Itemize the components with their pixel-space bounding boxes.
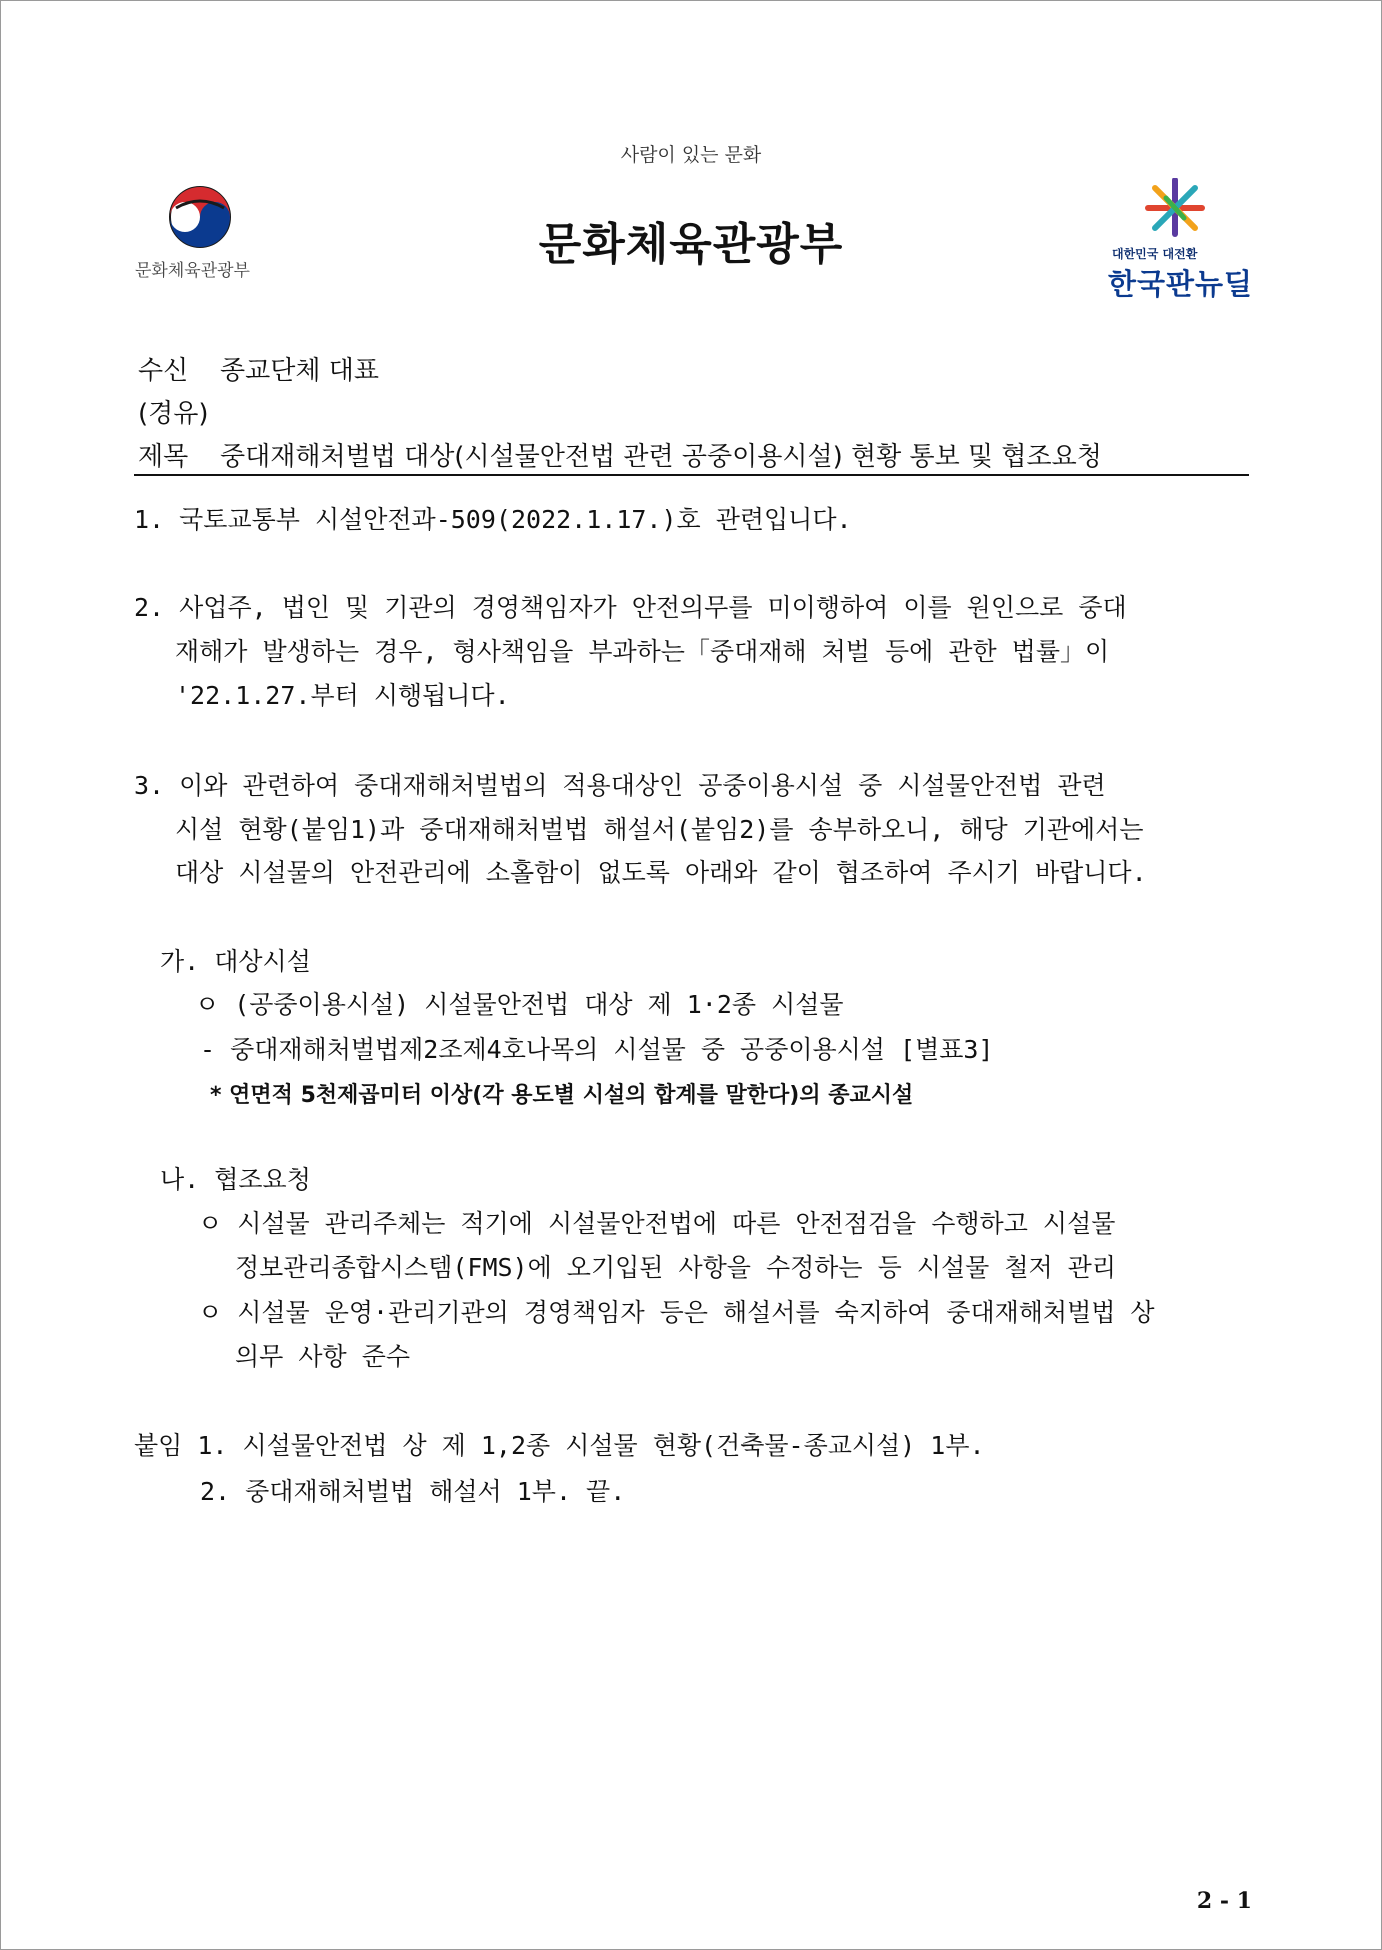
paragraph-3-line-1: 3. 이와 관련하여 중대재해처벌법의 적용대상인 공중이용시설 중 시설물안전법 관련: [134, 771, 1106, 800]
paragraph-3-line-2: 시설 현황(붙임1)과 중대재해처벌법 해설서(붙임2)를 송부하오니, 해당 기관에서는: [175, 815, 1144, 844]
recipient-label: 수신: [138, 356, 189, 386]
subject-label: 제목: [138, 442, 189, 472]
paragraph-3-line-3: 대상 시설물의 안전관리에 소홀함이 없도록 아래와 같이 협조하여 주시기 바랍니다.: [175, 858, 1147, 887]
attachment-line-1: 붙임 1. 시설물안전법 상 제 1,2종 시설물 현황(건축물-종교시설) 1부.: [134, 1431, 985, 1460]
recipient-value: 종교단체 대표: [220, 356, 379, 386]
section-ga-subitem: - 중대재해처벌법제2조제4호나목의 시설물 중 공중이용시설 [별표3]: [200, 1035, 994, 1064]
section-ga-item: ㅇ (공중이용시설) 시설물안전법 대상 제 1·2종 시설물: [195, 990, 844, 1019]
section-ga-note: * 연면적 5천제곱미터 이상(각 용도별 시설의 합계를 말한다)의 종교시설: [210, 1083, 914, 1108]
section-ga-heading: 가. 대상시설: [160, 947, 311, 976]
attachment-line-2: 2. 중대재해처벌법 해설서 1부. 끝.: [200, 1477, 626, 1506]
section-na-item-2-line-2: 의무 사항 준수: [235, 1342, 411, 1371]
page-number: 2 - 1: [1196, 1888, 1252, 1914]
paragraph-2-line-1: 2. 사업주, 법인 및 기관의 경영책임자가 안전의무를 미이행하여 이를 원인으로 중대: [134, 593, 1127, 622]
subject-row: [138, 436, 1102, 473]
paragraph-2-line-2: 재해가 발생하는 경우, 형사책임을 부과하는「중대재해 처벌 등에 관한 법률」이: [175, 637, 1110, 666]
paragraph-1: 1. 국토교통부 시설안전과-509(2022.1.17.)호 관련입니다.: [134, 505, 852, 534]
subject-value: 중대재해처벌법 대상(시설물안전법 관련 공중이용시설) 현황 통보 및 협조요청: [220, 442, 1102, 472]
document-title: 문화체육관광부: [538, 219, 844, 270]
new-deal-wordmark: 한국판뉴딜: [1108, 267, 1254, 301]
section-na-item-1-line-1: ㅇ 시설물 관리주체는 적기에 시설물안전법에 따른 안전점검을 수행하고 시설물: [198, 1209, 1116, 1238]
paragraph-2-line-3: '22.1.27.부터 시행됩니다.: [175, 681, 510, 710]
section-na-heading: 나. 협조요청: [160, 1165, 311, 1194]
ministry-logo-text: 문화체육관광부: [135, 261, 250, 281]
section-na-item-2-line-1: ㅇ 시설물 운영·관리기관의 경영책임자 등은 해설서를 숙지하여 중대재해처벌법 상: [198, 1298, 1155, 1327]
new-deal-slogan: 대한민국 대전환: [1112, 247, 1198, 261]
motto: 사람이 있는 문화: [620, 144, 762, 166]
header-divider: [134, 474, 1249, 476]
section-na-item-1-line-2: 정보관리종합시스템(FMS)에 오기입된 사항을 수정하는 등 시설물 철저 관리: [235, 1253, 1116, 1282]
via-label: (경유): [138, 399, 209, 429]
recipient-row: [138, 350, 379, 387]
